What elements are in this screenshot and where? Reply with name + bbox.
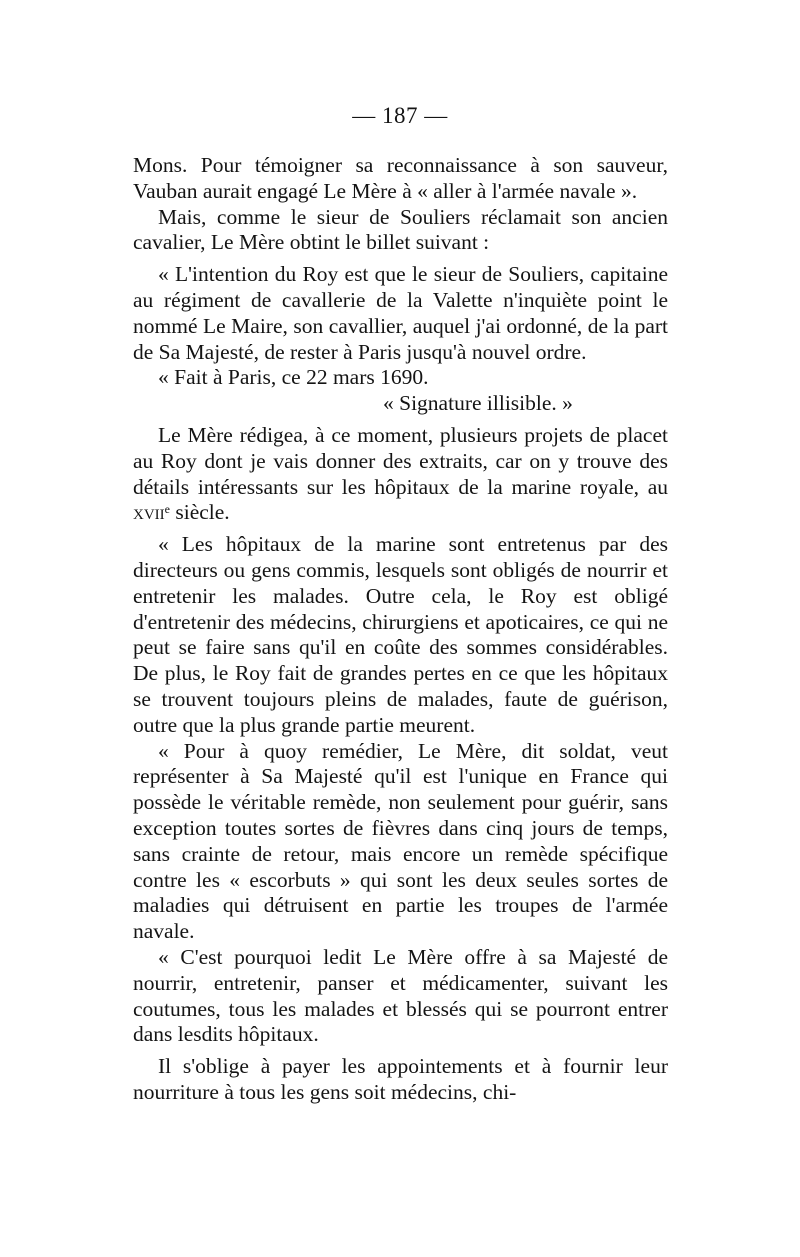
paragraph-4-date: « Fait à Paris, ce 22 mars 1690. bbox=[158, 365, 429, 390]
paragraph-10: Il s'oblige à payer les appointements et à fournir leur nourriture à tous les gens soit médecins, chi- bbox=[133, 1054, 668, 1104]
paragraph-6-text-end: siècle. bbox=[169, 500, 230, 525]
page-number: — 187 — bbox=[352, 103, 448, 128]
paragraph-1: Mons. Pour témoigner sa reconnaissance à son sauveur, Vauban aurait engagé Le Mère à « aller à l'armée navale ». bbox=[133, 153, 668, 203]
paragraph-8: « Pour à quoy remédier, Le Mère, dit soldat, veut représenter à Sa Majesté qu'il est l'unique en France qui possède le véritable remède, non seulement pour guérir, sans exception toutes sortes de fièvres dans cinq jours de temps, sans crainte de retour, mais encore un remède spécifique contre les « escorbuts » qui sont les deux seules sortes de maladies qui détruisent en partie les troupes de l'armée navale. bbox=[133, 738, 668, 944]
century-numeral: xvii bbox=[133, 500, 165, 525]
paragraph-6 bbox=[133, 423, 668, 526]
paragraph-6-text-start: Le Mère rédigea, à ce moment, plusieurs projets de placet au Roy dont je vais donner des extraits, car on y trouve des détails intéressants sur les hôpitaux de la marine royale, au bbox=[133, 422, 668, 499]
paragraph-5-signature: « Signature illisible. » bbox=[383, 391, 573, 416]
paragraph-9: « C'est pourquoi ledit Le Mère offre à sa Majesté de nourrir, entretenir, panser et médicamenter, suivant les coutumes, tous les malades et blessés qui se pourront entrer dans lesdits hôpitaux. bbox=[133, 944, 668, 1047]
body-text bbox=[133, 153, 668, 1106]
paragraph-3-billet: « L'intention du Roy est que le sieur de Souliers, capitaine au régiment de cavallerie de la Valette n'inquiète point le nommé Le Maire, son cavallier, auquel j'ai ordonné, de la part de Sa Majesté, de rester à Paris jusqu'à nouvel ordre. bbox=[133, 262, 668, 364]
paragraph-7: « Les hôpitaux de la marine sont entretenus par des directeurs ou gens commis, lesquels sont obligés de nourrir et entretenir les malades. Outre cela, le Roy est obligé d'entretenir des médecins, chirurgiens et apoticaires, ce qui ne peut se faire sans qu'il en coûte des sommes considérables. De plus, le Roy fait de grandes pertes en ce que les hôpitaux se trouvent toujours pleins de malades, faute de guérison, outre que la plus grande partie meurent. bbox=[133, 532, 668, 737]
century-superscript: e bbox=[164, 502, 170, 517]
paragraph-2: Mais, comme le sieur de Souliers réclamait son ancien cavalier, Le Mère obtint le billet suivant : bbox=[133, 204, 668, 255]
